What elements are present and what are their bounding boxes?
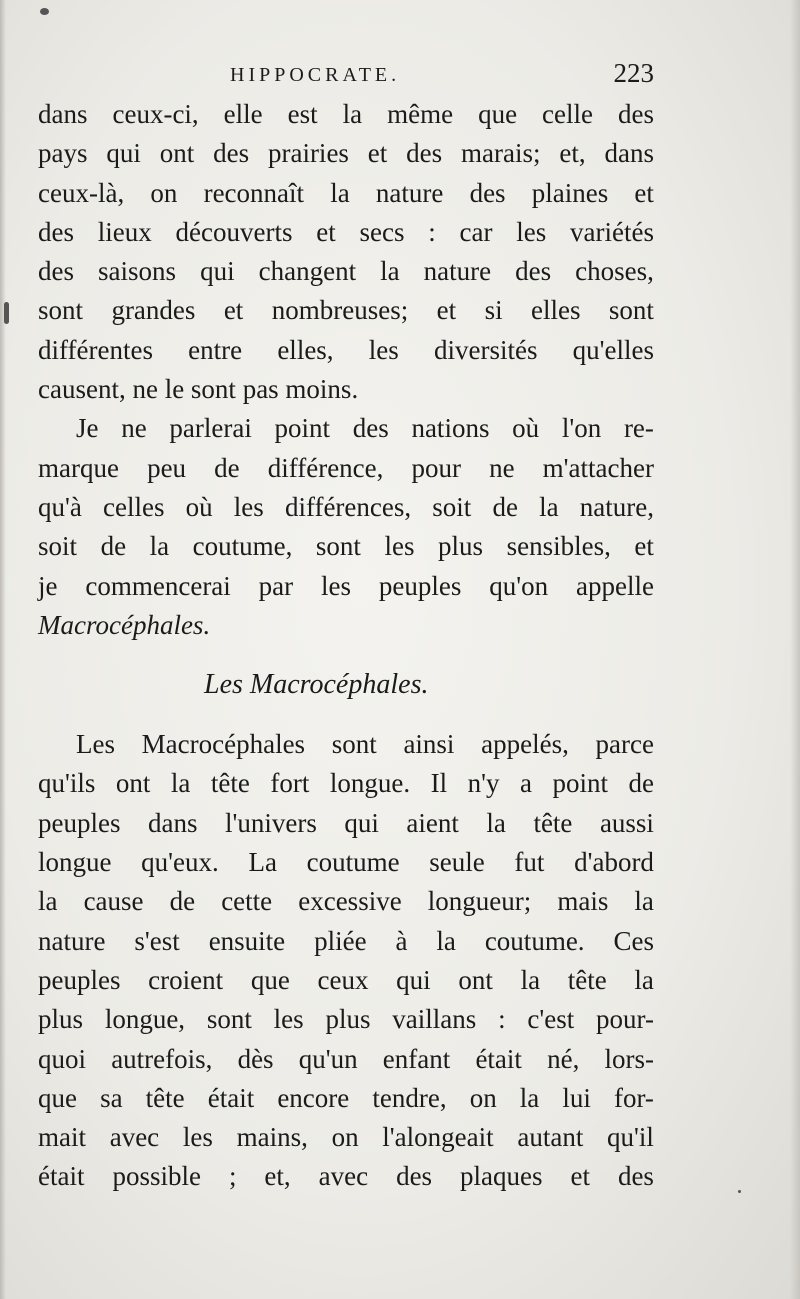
word: la bbox=[634, 964, 654, 995]
word: de bbox=[492, 491, 518, 522]
word: qui bbox=[396, 964, 431, 995]
word: et bbox=[436, 295, 457, 326]
word: cause bbox=[83, 886, 144, 917]
text-line bbox=[38, 804, 654, 843]
text-line bbox=[38, 1157, 654, 1196]
word: on bbox=[150, 177, 178, 208]
word: de bbox=[214, 452, 240, 483]
word: lui bbox=[562, 1082, 591, 1113]
word: tête bbox=[533, 807, 573, 838]
word: parce bbox=[595, 729, 654, 760]
word: Je bbox=[76, 413, 99, 444]
word: et bbox=[634, 531, 654, 562]
word: plaques bbox=[460, 1161, 543, 1192]
word: les bbox=[384, 531, 415, 562]
word: variétés bbox=[570, 216, 654, 247]
word: sont bbox=[206, 1004, 252, 1035]
word: qu'il bbox=[607, 1122, 654, 1153]
word: a bbox=[519, 768, 532, 799]
word: peuples bbox=[38, 964, 121, 995]
word: l'alongeait bbox=[382, 1122, 494, 1153]
word: la bbox=[149, 531, 170, 562]
word: longueur; bbox=[427, 886, 532, 917]
word: appelle bbox=[576, 570, 654, 601]
word: encore bbox=[277, 1082, 350, 1113]
word: for- bbox=[613, 1082, 654, 1113]
text-line: Macrocéphales. bbox=[38, 609, 211, 640]
word: les bbox=[182, 1122, 213, 1153]
word: qu'eux. bbox=[141, 847, 219, 878]
word: seule bbox=[429, 847, 485, 878]
word: lieux bbox=[97, 216, 152, 247]
word: autant bbox=[517, 1122, 584, 1153]
word: si bbox=[484, 295, 503, 326]
text-line bbox=[38, 331, 654, 370]
word: quoi bbox=[38, 1043, 87, 1074]
text-line bbox=[38, 725, 654, 764]
word: les bbox=[233, 491, 264, 522]
word: dans bbox=[148, 807, 198, 838]
word: était bbox=[207, 1082, 255, 1113]
word: cette bbox=[221, 886, 273, 917]
word: mait bbox=[38, 1122, 86, 1153]
word: grandes bbox=[111, 295, 196, 326]
paragraph-1 bbox=[38, 95, 654, 409]
word: mais bbox=[557, 886, 609, 917]
word: marais; bbox=[461, 138, 541, 169]
word: la bbox=[380, 256, 400, 287]
word: nations bbox=[411, 413, 490, 444]
word: ceux bbox=[317, 964, 369, 995]
word: tête bbox=[210, 768, 250, 799]
word: et bbox=[570, 1161, 590, 1192]
word: mains, bbox=[236, 1122, 308, 1153]
text-line bbox=[38, 213, 654, 252]
word: qu'on bbox=[489, 570, 549, 601]
word: ceux-là, bbox=[38, 177, 125, 208]
page-body bbox=[38, 95, 654, 1197]
word: marque bbox=[38, 452, 119, 483]
word: des bbox=[213, 138, 250, 169]
word: fut bbox=[514, 847, 545, 878]
word: des bbox=[618, 99, 654, 129]
text-line bbox=[38, 291, 654, 330]
word: ont bbox=[115, 768, 151, 799]
word: on bbox=[469, 1082, 497, 1113]
word: secs bbox=[359, 216, 405, 247]
word: l'univers bbox=[225, 807, 317, 838]
word: point bbox=[552, 768, 608, 799]
word: diversités bbox=[433, 334, 538, 365]
word: tête bbox=[567, 964, 607, 995]
word: Macrocéphales bbox=[141, 729, 306, 760]
running-head: HIPPOCRATE. bbox=[230, 64, 401, 86]
word: possible bbox=[112, 1161, 201, 1192]
word: dans bbox=[604, 138, 654, 169]
word: s'est bbox=[134, 925, 180, 956]
word: croient bbox=[148, 964, 224, 995]
word: coutume bbox=[306, 847, 400, 878]
word: reconnaît bbox=[203, 177, 305, 208]
text-line bbox=[38, 764, 654, 803]
word: des bbox=[469, 177, 506, 208]
word: n'y bbox=[467, 768, 500, 799]
word: les bbox=[321, 570, 352, 601]
word: car bbox=[459, 216, 493, 247]
word: l'on bbox=[561, 413, 602, 444]
word: La bbox=[248, 847, 277, 878]
word: était bbox=[38, 1161, 85, 1192]
word: des bbox=[515, 256, 552, 287]
word: que bbox=[38, 1082, 77, 1113]
word: re- bbox=[623, 413, 654, 444]
page-header bbox=[38, 58, 654, 92]
word: je bbox=[38, 570, 58, 601]
word: fort bbox=[270, 768, 310, 799]
word: d'abord bbox=[574, 847, 654, 878]
word: nature bbox=[423, 256, 492, 287]
word: de bbox=[100, 531, 127, 562]
word: la bbox=[170, 768, 191, 799]
word: ne bbox=[121, 413, 147, 444]
word: la bbox=[486, 807, 506, 838]
word: la bbox=[330, 177, 350, 208]
word: : bbox=[428, 216, 436, 247]
text-line bbox=[38, 922, 654, 961]
word: différence, bbox=[267, 452, 384, 483]
word: plus bbox=[438, 531, 484, 562]
word: et, bbox=[264, 1161, 291, 1192]
word: qu'un bbox=[298, 1043, 358, 1074]
word: qui bbox=[106, 138, 141, 169]
word: elle bbox=[223, 99, 263, 129]
word: même bbox=[387, 99, 454, 129]
word: pays bbox=[38, 138, 88, 169]
word: nature bbox=[375, 177, 444, 208]
word: pour- bbox=[596, 1004, 654, 1035]
word: c'est bbox=[527, 1004, 575, 1035]
word: des bbox=[617, 1161, 654, 1192]
word: différences, bbox=[284, 491, 412, 522]
word: vaillans bbox=[392, 1004, 477, 1035]
word: la bbox=[634, 886, 654, 917]
word: était bbox=[475, 1043, 522, 1074]
word: des bbox=[38, 256, 74, 287]
paragraph-3 bbox=[38, 725, 654, 1197]
text-line bbox=[38, 843, 654, 882]
word: avec bbox=[109, 1122, 160, 1153]
word: enfant bbox=[382, 1043, 451, 1074]
text-line bbox=[38, 567, 654, 606]
word: point bbox=[274, 413, 331, 444]
word: longue, bbox=[104, 1004, 186, 1035]
word: dès bbox=[237, 1043, 274, 1074]
text-line bbox=[38, 961, 654, 1000]
word: sont bbox=[608, 295, 654, 326]
page-number: 223 bbox=[613, 58, 654, 88]
word: plus bbox=[325, 1004, 371, 1035]
word: m'attacher bbox=[542, 452, 654, 483]
word: elles bbox=[531, 295, 581, 326]
word: et, bbox=[559, 138, 586, 169]
word: et bbox=[634, 177, 654, 208]
word: ont bbox=[458, 964, 493, 995]
word: la bbox=[519, 1082, 540, 1113]
word: aient bbox=[406, 807, 459, 838]
word: lors- bbox=[604, 1043, 654, 1074]
word: entre bbox=[188, 334, 243, 365]
text-line bbox=[38, 1118, 654, 1157]
word: sa bbox=[100, 1082, 123, 1113]
word: longue bbox=[38, 847, 112, 878]
word: qui bbox=[344, 807, 379, 838]
section-title: Les Macrocéphales. bbox=[204, 669, 429, 701]
word: coutume, bbox=[192, 531, 293, 562]
text-line bbox=[38, 95, 654, 134]
ink-speck bbox=[4, 302, 9, 324]
text-line bbox=[38, 527, 654, 566]
word: est bbox=[287, 99, 318, 129]
word: la bbox=[38, 886, 58, 917]
word: excessive bbox=[298, 886, 402, 917]
word: plaines bbox=[531, 177, 609, 208]
word: que bbox=[250, 964, 290, 995]
word: sont bbox=[315, 531, 361, 562]
text-line bbox=[38, 449, 654, 488]
word: des bbox=[406, 138, 443, 169]
text-line bbox=[38, 134, 654, 173]
word: parlerai bbox=[169, 413, 252, 444]
text-line bbox=[38, 1040, 654, 1079]
word: la bbox=[342, 99, 363, 129]
text-line bbox=[38, 174, 654, 213]
word: les bbox=[516, 216, 547, 247]
word: peuples bbox=[38, 807, 121, 838]
word: à bbox=[395, 925, 408, 956]
text-line bbox=[38, 252, 654, 291]
word: où bbox=[512, 413, 540, 444]
word: coutume. bbox=[484, 925, 585, 956]
word: soit bbox=[38, 531, 78, 562]
word: de bbox=[628, 768, 654, 799]
word: qu'à bbox=[38, 491, 82, 522]
word: et bbox=[316, 216, 336, 247]
word: la bbox=[520, 964, 541, 995]
word: autrefois, bbox=[111, 1043, 213, 1074]
word: tendre, bbox=[372, 1082, 447, 1113]
word: et bbox=[367, 138, 388, 169]
word: tête bbox=[145, 1082, 185, 1113]
word: qu'elles bbox=[572, 334, 654, 365]
word: et bbox=[223, 295, 244, 326]
word: elles, bbox=[277, 334, 334, 365]
word: que bbox=[478, 99, 518, 129]
text-line: causent, ne le sont pas moins. bbox=[38, 374, 359, 405]
word: celles bbox=[103, 491, 165, 522]
ink-speck bbox=[40, 8, 49, 15]
word: appelés, bbox=[481, 729, 569, 760]
word: nature, bbox=[579, 491, 654, 522]
word: Ces bbox=[613, 925, 654, 956]
paragraph-2 bbox=[38, 409, 654, 645]
word: des bbox=[396, 1161, 433, 1192]
word: celle bbox=[542, 99, 594, 129]
word: commencerai bbox=[85, 570, 231, 601]
word: ont bbox=[159, 138, 195, 169]
word: né, bbox=[547, 1043, 580, 1074]
text-line bbox=[38, 1000, 654, 1039]
word: aussi bbox=[599, 807, 654, 838]
word: ceux-ci, bbox=[112, 99, 199, 129]
word: peu bbox=[147, 452, 187, 483]
word: nombreuses; bbox=[271, 295, 409, 326]
word: des bbox=[38, 216, 74, 247]
word: découverts bbox=[175, 216, 293, 247]
text-line bbox=[38, 1079, 654, 1118]
word: pliée bbox=[314, 925, 367, 956]
word: nature bbox=[38, 925, 106, 956]
word: sont bbox=[331, 729, 377, 760]
text-line bbox=[38, 882, 654, 921]
word: de bbox=[169, 886, 196, 917]
word: des bbox=[352, 413, 389, 444]
word: Il bbox=[430, 768, 448, 799]
word: ; bbox=[228, 1161, 237, 1192]
word: la bbox=[436, 925, 456, 956]
word: ne bbox=[489, 452, 515, 483]
word: changent bbox=[258, 256, 357, 287]
word: les bbox=[273, 1004, 304, 1035]
word: saisons bbox=[98, 256, 177, 287]
word: : bbox=[498, 1004, 506, 1035]
word: où bbox=[185, 491, 213, 522]
word: les bbox=[368, 334, 399, 365]
word: par bbox=[258, 570, 294, 601]
word: soit bbox=[432, 491, 472, 522]
word: on bbox=[331, 1122, 359, 1153]
word: dans bbox=[38, 99, 88, 129]
word: sensibles, bbox=[506, 531, 611, 562]
word: sont bbox=[38, 295, 84, 326]
word: peuples bbox=[378, 570, 462, 601]
text-line bbox=[38, 409, 654, 448]
word: choses, bbox=[575, 256, 654, 287]
word: longue. bbox=[329, 768, 411, 799]
word: différentes bbox=[38, 334, 153, 365]
word: avec bbox=[318, 1161, 369, 1192]
word: ensuite bbox=[208, 925, 286, 956]
word: qui bbox=[200, 256, 235, 287]
word: ainsi bbox=[403, 729, 455, 760]
word: Les bbox=[76, 729, 115, 760]
word: plus bbox=[38, 1004, 84, 1035]
word: qu'ils bbox=[38, 768, 96, 799]
word: pour bbox=[411, 452, 461, 483]
word: prairies bbox=[267, 138, 349, 169]
ink-speck bbox=[738, 1190, 741, 1193]
text-line bbox=[38, 488, 654, 527]
word: la bbox=[539, 491, 559, 522]
